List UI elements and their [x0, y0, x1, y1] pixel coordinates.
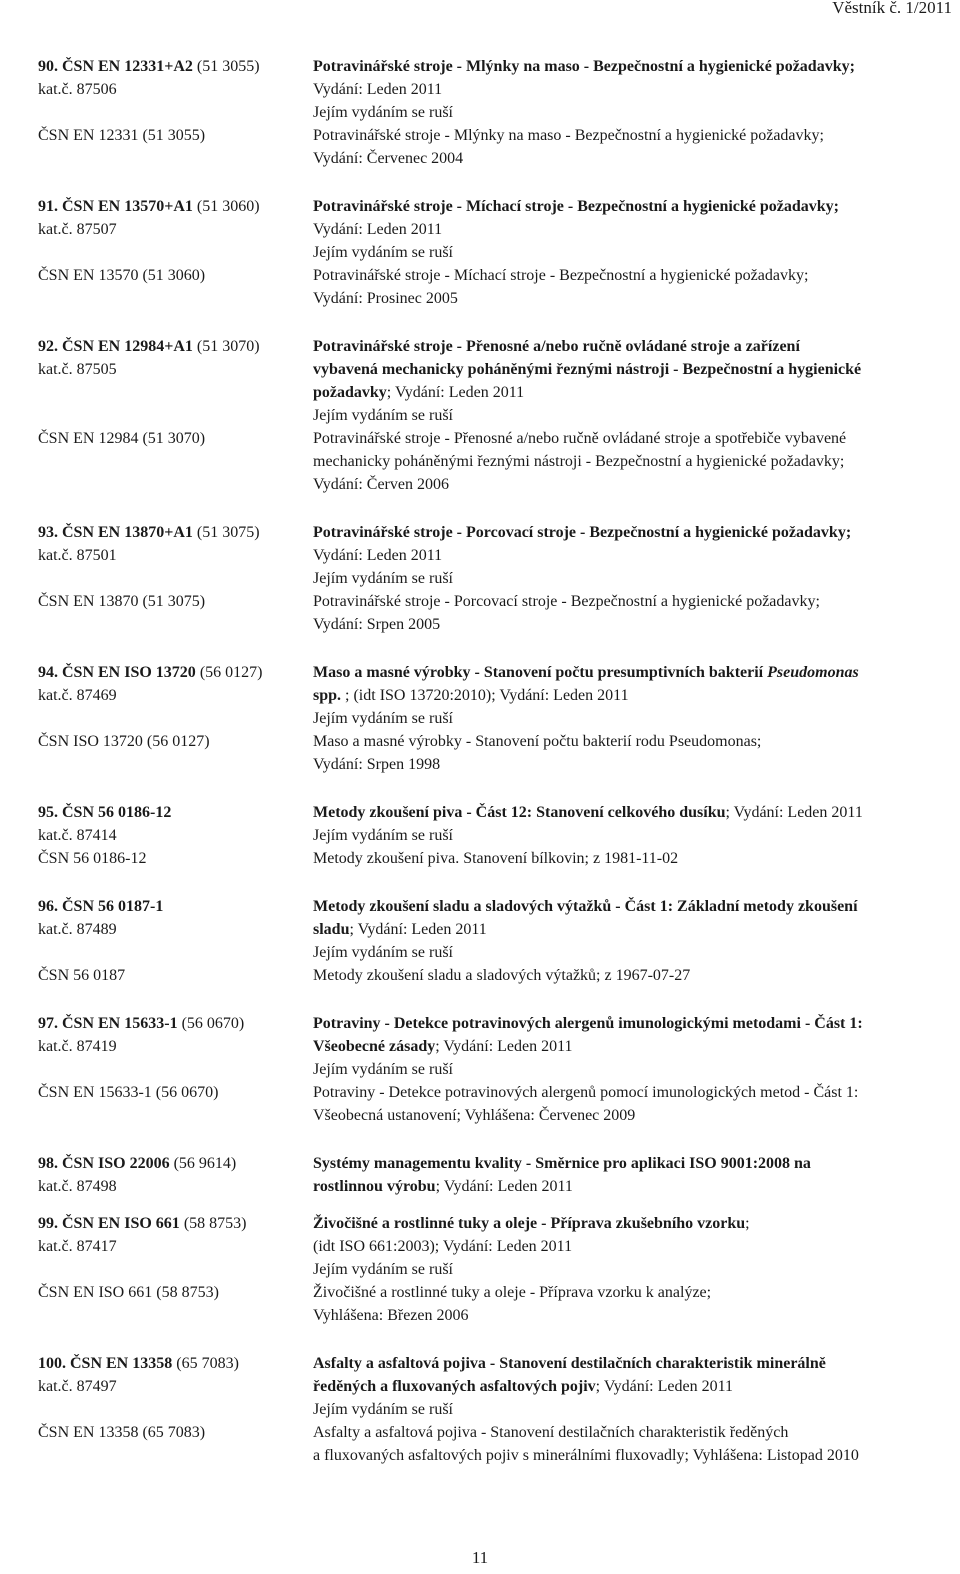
entry-number: 100.	[38, 1355, 66, 1372]
issue-date: Vydání: Leden 2011	[313, 547, 443, 564]
entry-number: 97.	[38, 1015, 58, 1032]
standard-title: Systémy managementu kvality - Směrnice pro aplikaci ISO 9001:2008 na	[313, 1155, 811, 1172]
standard-entry-92	[38, 335, 948, 496]
standard-code: ČSN EN ISO 661	[62, 1215, 180, 1232]
old-standard-code: ČSN EN 12331 (51 3055)	[38, 127, 206, 144]
old-issue: Vydání: Srpen 1998	[313, 756, 441, 773]
issue-date: Vydání: Leden 2011	[313, 81, 443, 98]
standard-class: (51 3060)	[196, 198, 260, 215]
cancel-note: Jejím vydáním se ruší	[313, 827, 453, 844]
catalog-number: kat.č. 87414	[38, 827, 117, 844]
old-title-cont: a fluxovaných asfaltových pojiv s minerálními fluxovadly; Vyhlášena: Listopad 2010	[313, 1447, 859, 1464]
old-title: Potravinářské stroje - Míchací stroje - Bezpečnostní a hygienické požadavky;	[313, 267, 809, 284]
cancel-note: Jejím vydáním se ruší	[313, 244, 453, 261]
standard-title-italic: Pseudomonas	[767, 664, 859, 681]
standard-entry-90	[38, 55, 948, 170]
old-title: Potraviny - Detekce potravinových alergenů pomocí imunologických metod - Část 1:	[313, 1084, 859, 1101]
entry-number: 96.	[38, 898, 58, 915]
standard-title: Asfalty a asfaltová pojiva - Stanovení destilačních charakteristik minerálně	[313, 1355, 826, 1372]
old-standard-code: ČSN EN 13358 (65 7083)	[38, 1424, 206, 1441]
old-standard-code: ČSN EN 12984 (51 3070)	[38, 430, 206, 447]
cancel-note: Jejím vydáním se ruší	[313, 1401, 453, 1418]
standard-entry-100	[38, 1352, 948, 1467]
standard-entry-95	[38, 801, 948, 870]
standard-title-end: sladu	[313, 921, 350, 938]
issue-date: (idt ISO 661:2003); Vydání: Leden 2011	[313, 1238, 573, 1255]
standard-title: Metody zkoušení piva - Část 12: Stanovení celkového dusíku	[313, 804, 726, 821]
standard-title-end: ředěných a fluxovaných asfaltových pojiv	[313, 1378, 596, 1395]
cancel-note: Jejím vydáním se ruší	[313, 1261, 453, 1278]
old-issue: Vydání: Červenec 2004	[313, 150, 464, 167]
standard-code: ČSN ISO 22006	[62, 1155, 170, 1172]
old-title: Maso a masné výrobky - Stanovení počtu bakterií rodu Pseudomonas;	[313, 733, 762, 750]
old-standard-code: ČSN 56 0187	[38, 967, 126, 984]
old-issue: Vydání: Srpen 2005	[313, 616, 441, 633]
catalog-number: kat.č. 87419	[38, 1038, 117, 1055]
standard-class: (56 0670)	[181, 1015, 245, 1032]
standard-code: ČSN 56 0186-12	[62, 804, 172, 821]
standard-class: (51 3075)	[196, 524, 260, 541]
cancel-note: Jejím vydáním se ruší	[313, 407, 453, 424]
standard-class: (56 0127)	[199, 664, 263, 681]
old-standard-code: ČSN EN 15633-1 (56 0670)	[38, 1084, 219, 1101]
entry-number: 90.	[38, 58, 58, 75]
standard-title-cont: vybavená mechanicky poháněnými řeznými nástroji - Bezpečnostní a hygienické	[313, 361, 862, 378]
standard-code: ČSN EN ISO 13720	[62, 664, 196, 681]
standard-code: ČSN EN 15633-1	[62, 1015, 178, 1032]
entry-number: 93.	[38, 524, 58, 541]
standard-entry-93	[38, 521, 948, 636]
standard-title: Potravinářské stroje - Míchací stroje - Bezpečnostní a hygienické požadavky;	[313, 198, 840, 215]
issue-date: ; Vydání: Leden 2011	[435, 1038, 573, 1055]
catalog-number: kat.č. 87489	[38, 921, 117, 938]
entry-number: 99.	[38, 1215, 58, 1232]
catalog-number: kat.č. 87417	[38, 1238, 117, 1255]
entry-number: 94.	[38, 664, 58, 681]
standard-title: Potravinářské stroje - Přenosné a/nebo ručně ovládané stroje a zařízení	[313, 338, 800, 355]
standard-entry-91	[38, 195, 948, 310]
cancel-note: Jejím vydáním se ruší	[313, 944, 453, 961]
old-title: Živočišné a rostlinné tuky a oleje - Příprava vzorku k analýze;	[313, 1284, 712, 1301]
old-issue: Všeobecná ustanovení; Vyhlášena: Červenec 2009	[313, 1107, 636, 1124]
standard-title-end: požadavky	[313, 384, 387, 401]
standard-class: (58 8753)	[183, 1215, 247, 1232]
old-title: Potravinářské stroje - Přenosné a/nebo ručně ovládané stroje a spotřebiče vybavené	[313, 430, 847, 447]
entry-number: 91.	[38, 198, 58, 215]
catalog-number: kat.č. 87498	[38, 1178, 117, 1195]
issue-date: ; Vydání: Leden 2011	[386, 384, 525, 401]
issue-date: ; (idt ISO 13720:2010); Vydání: Leden 2011	[341, 687, 629, 704]
standard-code: ČSN EN 13570+A1	[62, 198, 193, 215]
standard-title: Živočišné a rostlinné tuky a oleje - Příprava zkušebního vzorku	[313, 1215, 746, 1232]
cancel-note: Jejím vydáním se ruší	[313, 710, 453, 727]
old-standard-code: ČSN EN ISO 661 (58 8753)	[38, 1284, 219, 1301]
old-standard-code: ČSN ISO 13720 (56 0127)	[38, 733, 210, 750]
standard-code: ČSN EN 12331+A2	[62, 58, 193, 75]
standard-title: Potravinářské stroje - Mlýnky na maso - Bezpečnostní a hygienické požadavky;	[313, 58, 855, 75]
standard-entry-97	[38, 1012, 948, 1127]
old-issue: Vyhlášena: Březen 2006	[313, 1307, 469, 1324]
entry-number: 92.	[38, 338, 58, 355]
standard-code: ČSN EN 13870+A1	[62, 524, 193, 541]
standard-title-end: Všeobecné zásady	[313, 1038, 436, 1055]
page-number: 11	[471, 1548, 489, 1567]
cancel-note: Jejím vydáním se ruší	[313, 570, 453, 587]
old-standard-code: ČSN 56 0186-12	[38, 850, 147, 867]
entry-number: 98.	[38, 1155, 58, 1172]
standard-title: Potraviny - Detekce potravinových alergenů imunologickými metodami - Část 1:	[313, 1015, 863, 1032]
catalog-number: kat.č. 87507	[38, 221, 117, 238]
old-issue: Vydání: Prosinec 2005	[313, 290, 458, 307]
standard-code: ČSN EN 13358	[70, 1355, 173, 1372]
old-standard-code: ČSN EN 13870 (51 3075)	[38, 593, 206, 610]
cancel-note: Jejím vydáním se ruší	[313, 104, 453, 121]
journal-header: Věstník č. 1/2011	[832, 0, 952, 17]
standard-title-end: rostlinnou výrobu	[313, 1178, 436, 1195]
old-title-cont: mechanicky poháněnými řeznými nástroji - Bezpečnostní a hygienické požadavky;	[313, 453, 845, 470]
cancel-note: Jejím vydáním se ruší	[313, 1061, 453, 1078]
standard-entry-94	[38, 661, 948, 776]
old-title: Asfalty a asfaltová pojiva - Stanovení destilačních charakteristik ředěných	[313, 1424, 789, 1441]
catalog-number: kat.č. 87506	[38, 81, 117, 98]
catalog-number: kat.č. 87505	[38, 361, 117, 378]
standard-title: Potravinářské stroje - Porcovací stroje - Bezpečnostní a hygienické požadavky;	[313, 524, 852, 541]
standard-entry-98	[38, 1152, 948, 1198]
standard-class: (51 3070)	[196, 338, 260, 355]
entry-number: 95.	[38, 804, 58, 821]
old-title: Metody zkoušení sladu a sladových výtažků; z 1967-07-27	[313, 967, 691, 984]
issue-date: ; Vydání: Leden 2011	[435, 1178, 573, 1195]
standard-class: (56 9614)	[173, 1155, 237, 1172]
old-title: Potravinářské stroje - Mlýnky na maso - Bezpečnostní a hygienické požadavky;	[313, 127, 824, 144]
standard-class: (65 7083)	[176, 1355, 239, 1372]
standard-title: Metody zkoušení sladu a sladových výtažků - Část 1: Základní metody zkoušení	[313, 898, 858, 915]
standard-entry-99	[38, 1212, 948, 1327]
issue-date: ; Vydání: Leden 2011	[349, 921, 487, 938]
issue-date: ; Vydání: Leden 2011	[725, 804, 863, 821]
standard-entry-96	[38, 895, 948, 987]
catalog-number: kat.č. 87469	[38, 687, 117, 704]
standard-code: ČSN 56 0187-1	[62, 898, 164, 915]
standard-title: Maso a masné výrobky - Stanovení počtu presumptivních bakterií	[313, 664, 768, 681]
old-issue: Vydání: Červen 2006	[313, 476, 449, 493]
title-semicolon: ;	[745, 1215, 750, 1232]
issue-date: ; Vydání: Leden 2011	[595, 1378, 733, 1395]
old-standard-code: ČSN EN 13570 (51 3060)	[38, 267, 206, 284]
standard-code: ČSN EN 12984+A1	[62, 338, 193, 355]
issue-date: Vydání: Leden 2011	[313, 221, 443, 238]
old-title: Metody zkoušení piva. Stanovení bílkovin; z 1981-11-02	[313, 850, 679, 867]
standards-list	[38, 55, 948, 1492]
standard-class: (51 3055)	[196, 58, 260, 75]
old-title: Potravinářské stroje - Porcovací stroje - Bezpečnostní a hygienické požadavky;	[313, 593, 820, 610]
catalog-number: kat.č. 87497	[38, 1378, 117, 1395]
catalog-number: kat.č. 87501	[38, 547, 117, 564]
standard-title-end: spp.	[313, 687, 342, 704]
